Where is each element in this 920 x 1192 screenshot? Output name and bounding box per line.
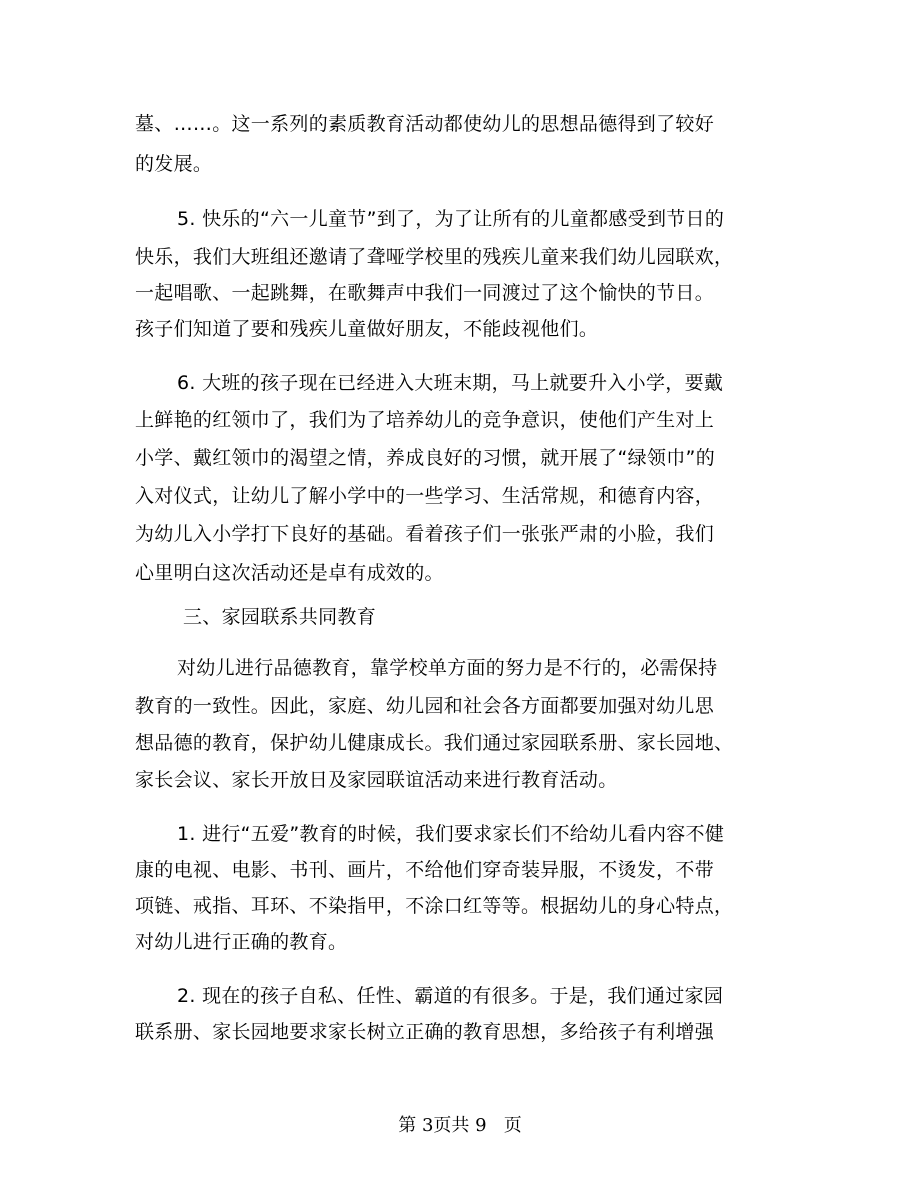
text-line: 小学、戴红领巾的渴望之情，养成良好的习惯，就开展了“绿领巾”的: [135, 447, 715, 469]
text-line: 1. 进行“五爱”教育的时候，我们要求家长们不给幼儿看内容不健: [177, 823, 725, 845]
text-line: 教育的一致性。因此，家庭、幼儿园和社会各方面都要加强对幼儿思: [135, 695, 715, 717]
section-heading: 三、家园联系共同教育: [183, 606, 377, 628]
text-line: 想品德的教育，保护幼儿健康成长。我们通过家园联系册、家长园地、: [135, 732, 734, 754]
page-footer: [0, 1114, 920, 1138]
text-line: 6. 大班的孩子现在已经进入大班末期，马上就要升入小学，要戴: [177, 372, 724, 394]
text-line: 孩子们知道了要和残疾儿童做好朋友，不能歧视他们。: [135, 318, 599, 340]
text-line: 心里明白这次活动还是卓有成效的。: [135, 562, 444, 584]
text-line: 一起唱歌、一起跳舞，在歌舞声中我们一同渡过了这个愉快的节日。: [135, 282, 715, 304]
text-line: 联系册、家长园地要求家长树立正确的教育思想，多给孩子有利增强: [135, 1021, 715, 1043]
text-line: 为幼儿入小学打下良好的基础。看着孩子们一张张严肃的小脸，我们: [135, 523, 715, 545]
page-number-label: 第 3页共 9 页: [398, 1115, 522, 1136]
text-line: 对幼儿进行正确的教育。: [135, 931, 348, 953]
text-line: 5. 快乐的“六一儿童节”到了，为了让所有的儿童都感受到节日的: [177, 208, 725, 230]
text-line: 墓、……。这一系列的素质教育活动都使幼儿的思想品德得到了较好: [135, 113, 715, 135]
text-line: 家长会议、家长开放日及家园联谊活动来进行教育活动。: [135, 769, 618, 791]
text-line: 快乐，我们大班组还邀请了聋哑学校里的残疾儿童来我们幼儿园联欢，: [135, 246, 734, 268]
text-line: 上鲜艳的红领巾了，我们为了培养幼儿的竞争意识，使他们产生对上: [135, 409, 715, 431]
text-line: 康的电视、电影、书刊、画片，不给他们穿奇装异服，不烫发，不带: [135, 859, 715, 881]
text-line: 对幼儿进行品德教育，靠学校单方面的努力是不行的，必需保持: [177, 657, 718, 679]
text-line: 项链、戒指、耳环、不染指甲，不涂口红等等。根据幼儿的身心特点，: [135, 895, 734, 917]
text-line: 2. 现在的孩子自私、任性、霸道的有很多。于是，我们通过家园: [177, 985, 724, 1007]
text-line: 入对仪式，让幼儿了解小学中的一些学习、生活常规，和德育内容，: [135, 485, 715, 507]
text-line: 的发展。: [135, 153, 213, 175]
